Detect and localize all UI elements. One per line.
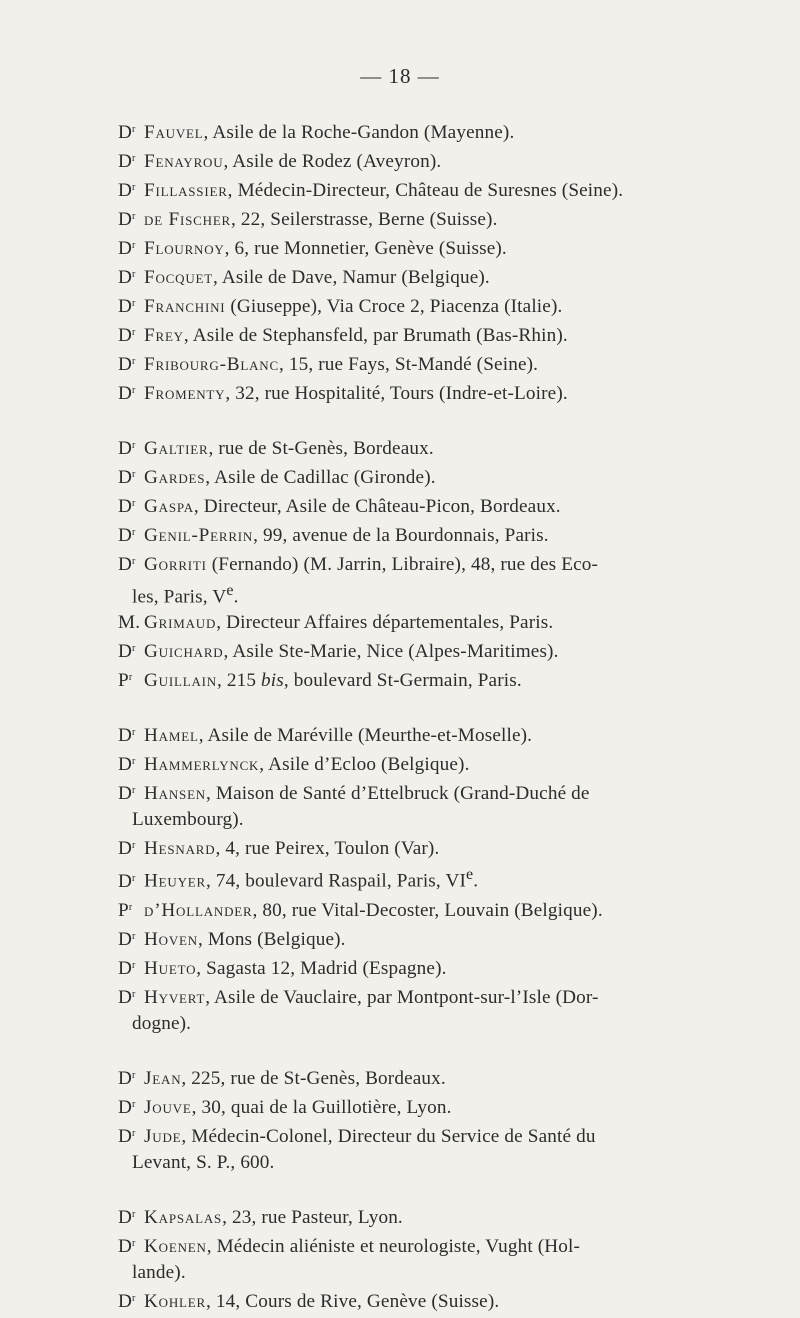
directory-entry [118,233,738,262]
title-superscript: r [132,153,136,164]
title-superscript: r [132,643,136,655]
entry-name: Hoven [144,928,198,950]
title-superscript: r [132,498,136,509]
directory-entries [118,117,738,1315]
entry-name: Hyvert [144,986,206,1008]
entry-name: Focquet [144,267,213,288]
title-superscript: r [132,556,136,567]
directory-entry [118,636,738,665]
title-superscript: r [132,785,136,797]
title-superscript: r [132,469,136,480]
entry-title: $D^r$ [118,870,136,892]
entry-title: $D^r$ [118,928,136,950]
directory-entry [118,378,738,407]
title-superscript: r [132,1237,136,1249]
title-superscript: r [132,385,136,396]
entry-address: , 22, Seilerstrasse, Berne (Suisse). [231,209,498,230]
entry-name: d’Hollander [144,899,253,921]
entry-name: Frey [144,325,184,346]
entry-title: M. [118,612,141,634]
entry-name: Fillassier [144,180,228,201]
directory-entry [118,895,738,924]
entry-address: , Asile de Maréville (Meurthe-et-Moselle). [198,725,533,747]
entry-title: $D^r$ [118,1067,136,1089]
directory-entry [118,1063,738,1092]
continuation-text: dogne). [132,1012,192,1034]
directory-entry [118,610,738,636]
entry-title: $D^r$ [118,554,136,575]
entry-title: $D^r$ [118,838,136,860]
continuation-text: lande). [132,1261,186,1283]
entry-name: Fribourg-Blanc [144,354,279,375]
entry-title: $D^r$ [118,725,136,747]
entry-name: Hammerlynck [144,754,260,776]
entry-address: , Médecin-Colonel, Directeur du Service de Santé du [181,1125,596,1147]
title-superscript: r [132,240,136,251]
title-superscript: r [132,124,136,135]
entry-continuation [118,1150,738,1176]
directory-entry [118,262,738,291]
directory-entry [118,549,738,610]
entry-title: $D^r$ [118,783,136,805]
entry-title: $P^r$ [118,899,133,921]
address-superscript: e [466,866,474,884]
title-superscript: r [132,269,136,280]
entry-name: Kapsalas [144,1206,223,1228]
entry-address: , 4, rue Peirex, Toulon (Var). [215,838,440,860]
title-superscript: r [132,1098,136,1110]
directory-entry [118,146,738,175]
entry-title: $D^r$ [118,238,136,259]
entry-continuation [118,1011,738,1037]
directory-entry [118,953,738,982]
entry-address: , Directeur Affaires départementales, Paris. [216,612,554,634]
address-italic: bis [261,670,284,692]
entry-address: , Asile Ste-Marie, Nice (Alpes-Maritimes). [223,641,559,663]
directory-entry [118,1286,738,1315]
entry-address: , Asile de Cadillac (Gironde). [205,467,436,488]
continuation-text: Levant, S. P., 600. [132,1151,275,1173]
entry-address: , Maison de Santé d’Ettelbruck (Grand-Duché de [206,783,590,805]
entry-address: , 99, avenue de la Bourdonnais, Paris. [253,525,549,546]
entry-title: $D^r$ [118,122,136,143]
entry-title: $D^r$ [118,1290,136,1312]
entry-name: Kohler [144,1290,206,1312]
entry-name: Galtier [144,438,209,459]
group-gap [118,1176,738,1202]
title-superscript: r [128,901,133,913]
entry-title: $D^r$ [118,1206,136,1228]
continuation-end: . [233,586,239,608]
title-superscript: r [132,327,136,338]
directory-entry [118,117,738,146]
entry-name: Fromenty [144,383,226,404]
directory-entry [118,1121,738,1176]
title-superscript: r [132,440,136,451]
title-superscript: r [132,1208,136,1220]
entry-address: , Médecin-Directeur, Château de Suresnes (Seine). [227,180,624,201]
entry-address: , rue de St-Genès, Bordeaux. [208,438,434,459]
address-continued: , boulevard St-Germain, Paris. [283,670,522,692]
entry-address: , 30, quai de la Guillotière, Lyon. [191,1096,452,1118]
entry-name: Gaspa [144,496,194,517]
entry-address: , 15, rue Fays, St-Mandé (Seine). [278,354,539,375]
title-superscript: r [132,1127,136,1139]
directory-entry [118,462,738,491]
entry-name: Hamel [144,725,199,747]
title-superscript: r [132,988,136,1000]
entry-title: $D^r$ [118,754,136,776]
entry-address: , Mons (Belgique). [197,928,346,950]
directory-entry [118,749,738,778]
entry-title: $D^r$ [118,209,136,230]
directory-entry [118,924,738,953]
entry-name: Jude [144,1125,182,1147]
entry-title: $D^r$ [118,1125,136,1147]
entry-name: Hansen [144,783,206,805]
entry-name: Hesnard [144,838,216,860]
entry-title: $D^r$ [118,641,136,663]
entry-name: Jean [144,1067,182,1089]
entry-continuation [118,807,738,833]
entry-address: , 23, rue Pasteur, Lyon. [222,1206,403,1228]
directory-entry [118,320,738,349]
directory-entry [118,1092,738,1121]
entry-address: (Fernando) (M. Jarrin, Libraire), 48, rue des Eco- [206,554,599,575]
entry-address: , Asile de Stephansfeld, par Brumath (Bas-Rhin). [183,325,568,346]
entry-address: , 225, rue de St-Genès, Bordeaux. [181,1067,446,1089]
entry-title: $D^r$ [118,325,136,346]
entry-title: $D^r$ [118,296,136,317]
entry-name: Guillain [144,670,217,692]
entry-name: Hueto [144,957,197,979]
title-superscript: r [132,840,136,852]
title-superscript: r [132,872,136,884]
directory-entry [118,665,738,694]
directory-entry [118,833,738,862]
entry-name: Koenen [144,1235,207,1257]
entry-title: $D^r$ [118,151,136,172]
entry-name: Fenayrou [144,151,224,172]
title-superscript: r [132,527,136,538]
entry-name: Fauvel [144,122,204,143]
title-superscript: r [132,930,136,942]
directory-entry [118,520,738,549]
title-superscript: r [128,672,133,684]
title-superscript: r [132,356,136,367]
entry-name: Gorriti [144,554,207,575]
entry-name: Genil-Perrin [144,525,254,546]
group-gap [118,1037,738,1063]
directory-entry [118,982,738,1037]
directory-entry [118,862,738,894]
directory-entry [118,291,738,320]
directory-entry [118,1202,738,1231]
directory-entry [118,720,738,749]
entry-address: , Asile d’Ecloo (Belgique). [259,754,470,776]
continuation-text: les, Paris, V [132,586,227,608]
entry-title: $D^r$ [118,525,136,546]
directory-entry [118,1231,738,1286]
page-number: — 18 — [360,64,440,88]
entry-name: Franchini [144,296,226,317]
directory-entry [118,349,738,378]
title-superscript: r [132,182,136,193]
title-superscript: r [132,959,136,971]
directory-entry [118,204,738,233]
entry-name: Guichard [144,641,224,663]
entry-address: , Asile de Vauclaire, par Montpont-sur-l’Isle (Dor- [205,986,599,1008]
entry-address: , 80, rue Vital-Decoster, Louvain (Belgique). [252,899,603,921]
title-superscript: r [132,727,136,739]
entry-title: $D^r$ [118,496,136,517]
entry-continuation [118,1260,738,1286]
entry-title: $D^r$ [118,180,136,201]
entry-address: , 74, boulevard Raspail, Paris, VI [206,870,467,892]
entry-name: Flournoy [144,238,225,259]
entry-address: , Médecin aliéniste et neurologiste, Vught (Hol- [206,1235,581,1257]
entry-address: , Sagasta 12, Madrid (Espagne). [196,957,447,979]
entry-title: $D^r$ [118,438,136,459]
entry-name: de Fischer [144,209,232,230]
entry-title: $D^r$ [118,383,136,404]
directory-entry [118,778,738,833]
entry-address: , Directeur, Asile de Château-Picon, Bordeaux. [193,496,561,517]
entry-name: Gardes [144,467,206,488]
entry-title: $D^r$ [118,354,136,375]
title-superscript: r [132,1292,136,1304]
entry-address: , 6, rue Monnetier, Genève (Suisse). [224,238,507,259]
entry-name: Grimaud [144,612,217,634]
group-gap [118,694,738,720]
entry-address: , Asile de la Roche-Gandon (Mayenne). [203,122,515,143]
directory-entry [118,175,738,204]
entry-address: , 215 [216,670,262,692]
directory-entry [118,433,738,462]
title-superscript: r [132,298,136,309]
entry-title: $P^r$ [118,670,133,692]
entry-address: , Asile de Rodez (Aveyron). [223,151,442,172]
entry-name: Jouve [144,1096,192,1118]
address-end: . [473,870,479,892]
entry-address: , 14, Cours de Rive, Genève (Suisse). [206,1290,500,1312]
entry-title: $D^r$ [118,986,136,1008]
entry-address: , 32, rue Hospitalité, Tours (Indre-et-Loire). [225,383,568,404]
entry-title: $D^r$ [118,1096,136,1118]
entry-address: (Giuseppe), Via Croce 2, Piacenza (Italie). [225,296,563,317]
entry-name: Heuyer [144,870,206,892]
entry-title: $D^r$ [118,467,136,488]
directory-entry [118,491,738,520]
group-gap [118,407,738,433]
entry-title: $D^r$ [118,1235,136,1257]
entry-title: $D^r$ [118,267,136,288]
continuation-text: Luxembourg). [132,809,244,831]
title-superscript: r [132,1069,136,1081]
entry-title: $D^r$ [118,957,136,979]
title-superscript: r [132,756,136,768]
title-superscript: r [132,211,136,222]
entry-address: , Asile de Dave, Namur (Belgique). [213,267,490,288]
entry-continuation [118,578,738,610]
continuation-superscript: e [226,582,234,599]
